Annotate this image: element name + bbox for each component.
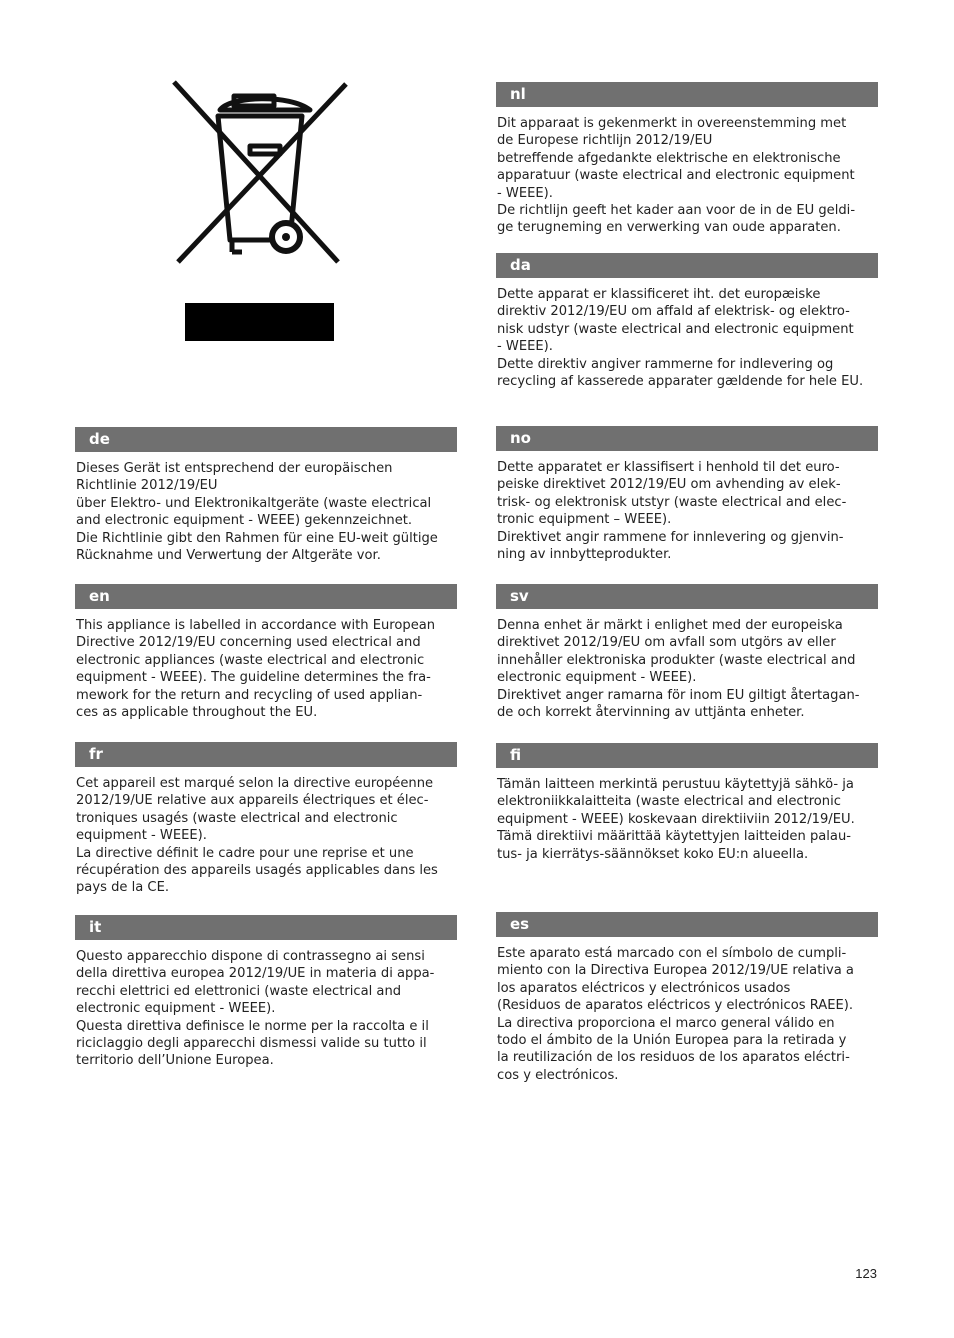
section-text-en: This appliance is labelled in accordance with European Directive 2012/19/EU concerning used electrical and electronic appliances (waste electrical and electronic equipment - WEEE). The guideline determines the fra- mework for the return and recycling of used applian- ces as applicable throughout the EU. (76, 618, 436, 721)
section-text-de: Dieses Gerät ist entsprechend der europäischen Richtlinie 2012/19/EU über Elektro- und Elektronikaltgeräte (waste electrical and electronic equipment - WEEE) gekennzeichnet. Die Richtlinie gibt den Rahmen für eine EU-weit gültige Rücknahme und Verwertung der Altgeräte vor. (76, 461, 438, 564)
section-nl (496, 82, 878, 237)
section-header-da: da (496, 253, 878, 278)
section-text-no: Dette apparatet er klassifisert i henhold til det euro- peiske direktivet 2012/19/EU om avhending av elek- trisk- og elektronisk utstyr (waste electrical and elec- tronic equipment – WEEE). Direktivet angir rammene for innlevering og gjenvin- ning av innbytteprodukter. (497, 460, 847, 563)
crossed-out-wheeled-bin-icon (170, 80, 350, 266)
section-header-en: en (75, 584, 457, 609)
section-header-nl: nl (496, 82, 878, 107)
section-text-fi: Tämän laitteen merkintä perustuu käytettyjä sähkö- ja elektroniikkalaitteita (waste electrical and electronic equipment - WEEE) koskevaan direktiiviin 2012/19/EU. Tämä direktiivi määrittää käytettyjen laitteiden palau- tus- ja kierrätys-säännökset koko EU:n alueella. (497, 777, 855, 862)
section-header-fi: fi (496, 743, 878, 768)
section-de (75, 427, 457, 564)
section-text-da: Dette apparat er klassificeret iht. det europæiske direktiv 2012/19/EU om affald af elektrisk- og elektro- nisk udstyr (waste electrical and electronic equipment - WEEE). Dette direktiv angiver rammerne for indlevering og recycling af kasserede apparater gældende for hele EU. (497, 287, 864, 390)
section-header-fr: fr (75, 742, 457, 767)
section-text-nl: Dit apparaat is gekenmerkt in overeenstemming met de Europese richtlijn 2012/19/EU betreffende afgedankte elektrische en elektronische apparatuur (waste electrical and electronic equipment - WEEE). De richtlijn geeft het kader aan voor de in de EU geldi- ge terugneming en verwerking van oude apparaten. (497, 116, 856, 236)
section-text-it: Questo apparecchio dispone di contrassegno ai sensi della direttiva europea 2012/19/UE in materia di appa- recchi elettrici ed elettronici (waste electrical and electronic equipment - WEEE). Questa direttiva definisce le norme per la raccolta e il riciclaggio degli apparecchi dismessi valide su tutto il territorio dell’Unione Europea. (76, 949, 435, 1069)
section-header-sv: sv (496, 584, 878, 609)
section-header-de: de (75, 427, 457, 452)
section-header-es: es (496, 912, 878, 937)
section-text-es: Este aparato está marcado con el símbolo de cumpli- miento con la Directiva Europea 2012/19/UE relativa a los aparatos eléctricos y electrónicos usados (Residuos de aparatos eléctricos y electrónicos RAEE). La directiva proporciona el marco general válido en todo el ámbito de la Unión Europea para la retirada y la reutilización de los residuos de los aparatos eléctri- cos y electrónicos. (497, 946, 854, 1083)
page-number: 123 (855, 1266, 877, 1281)
section-da (496, 253, 878, 390)
section-text-sv: Denna enhet är märkt i enlighet med der europeiska direktivet 2012/19/EU om avfall som utgörs av eller innehåller elektroniska produkter (waste electrical and electronic equipment - WEEE). Direktivet anger ramarna för inom EU giltigt återtagan- de och korrekt återvinning av uttjänta enheter. (497, 618, 860, 721)
black-bar (185, 303, 334, 341)
section-es (496, 912, 878, 1084)
section-fr (75, 742, 457, 897)
section-en (75, 584, 457, 721)
section-sv (496, 584, 878, 721)
section-fi (496, 743, 878, 863)
section-header-no: no (496, 426, 878, 451)
section-text-fr: Cet appareil est marqué selon la directive européenne 2012/19/UE relative aux appareils électriques et élec- troniques usagés (waste electrical and electronic equipment - WEEE). La directive définit le cadre pour une reprise et une récupération des appareils usagés applicables dans les pays de la CE. (76, 776, 438, 896)
section-it (75, 915, 457, 1070)
section-no (496, 426, 878, 563)
section-header-it: it (75, 915, 457, 940)
